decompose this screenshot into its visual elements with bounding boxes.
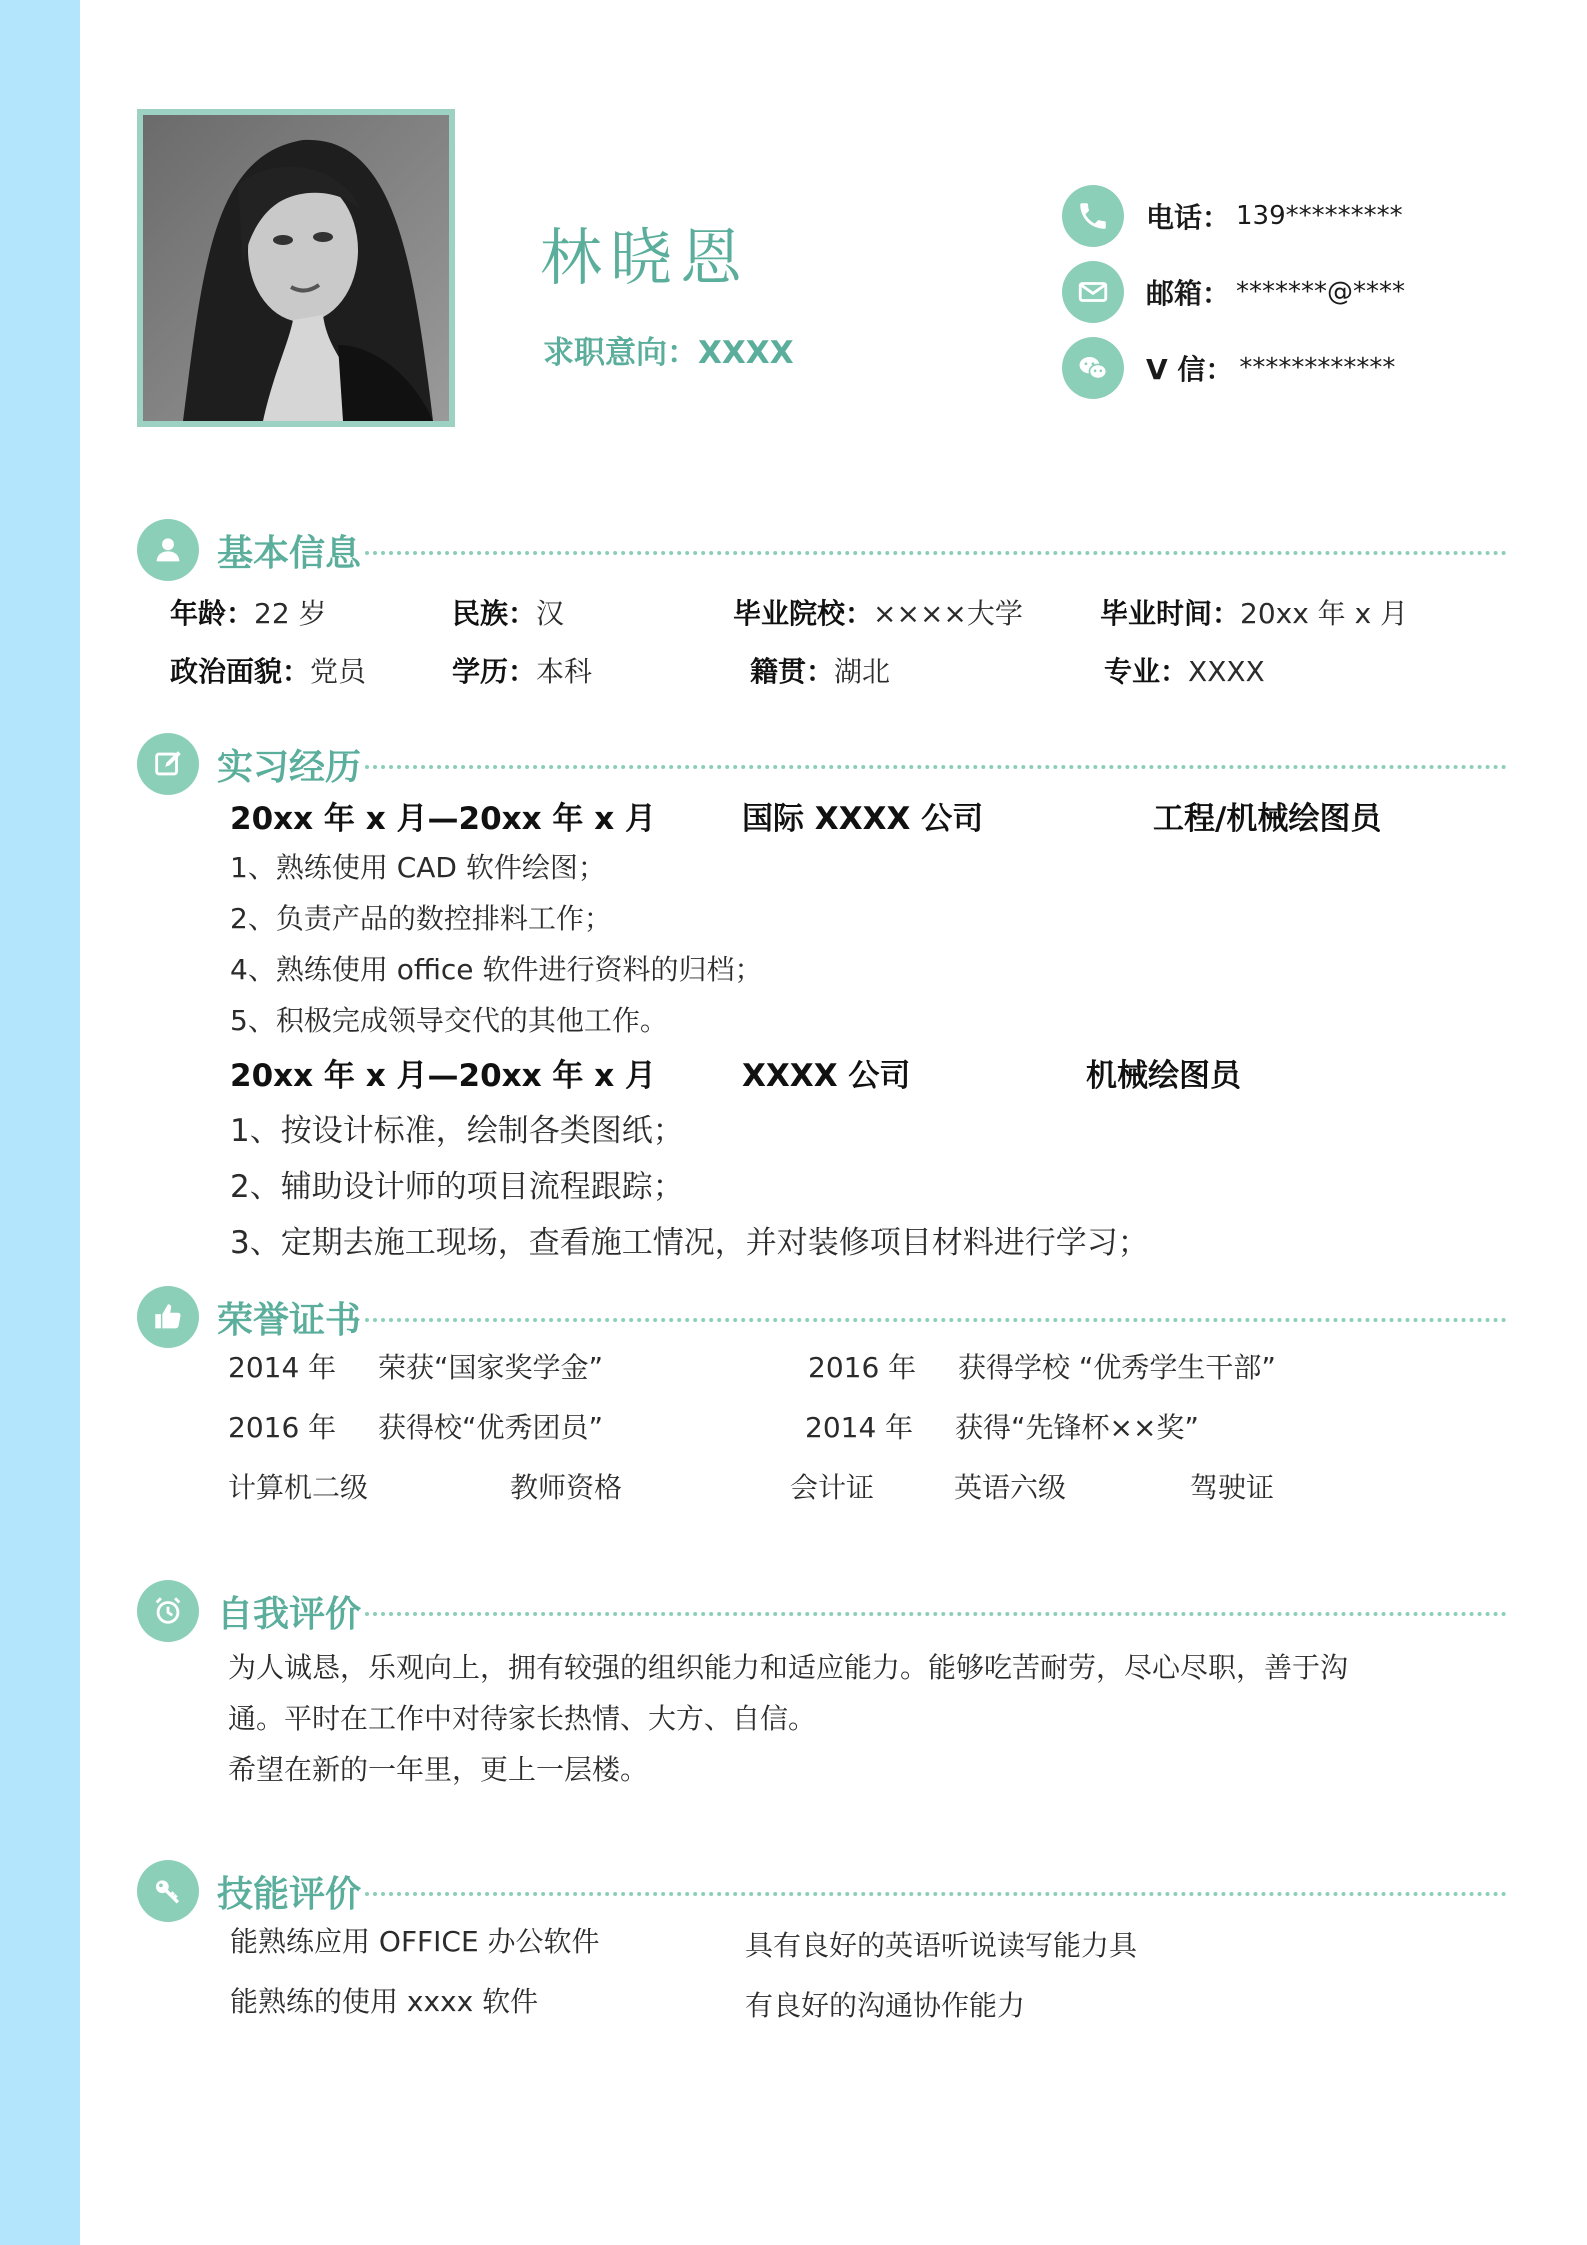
wechat-value: ************ <box>1239 353 1396 383</box>
phone-icon <box>1062 185 1124 247</box>
job-duty: 1、熟练使用 CAD 软件绘图； <box>230 851 606 884</box>
job-period: 20xx 年 x 月—20xx 年 x 月 <box>230 801 657 837</box>
info-grad-time: 毕业时间：20xx 年 x 月 <box>1100 597 1409 630</box>
award-text: 获得校“优秀团员” <box>378 1411 604 1444</box>
award-year: 2014 年 <box>228 1351 337 1384</box>
job-role: 工程/机械绘图员 <box>1153 801 1382 837</box>
job-duty: 3、定期去施工现场，查看施工情况，并对装修项目材料进行学习； <box>230 1225 1149 1261</box>
self-eval-line: 希望在新的一年里，更上一层楼。 <box>228 1753 649 1786</box>
section-title: 自我评价 <box>217 1593 362 1635</box>
award-text: 获得学校 “优秀学生干部” <box>958 1351 1276 1384</box>
job-role: 机械绘图员 <box>1086 1058 1241 1094</box>
wechat-label: V 信： <box>1146 353 1234 386</box>
dotted-divider <box>365 1892 1507 1896</box>
job-intention: 求职意向：XXXX <box>543 335 794 371</box>
section-basic-info <box>137 517 1507 583</box>
job-duty: 4、熟练使用 office 软件进行资料的归档； <box>230 953 763 986</box>
section-internship <box>137 731 1507 797</box>
award-year: 2014 年 <box>805 1411 914 1444</box>
certificate: 英语六级 <box>954 1471 1067 1504</box>
award-text: 荣获“国家奖学金” <box>378 1351 604 1384</box>
award-text: 获得“先锋杯××奖” <box>955 1411 1199 1444</box>
job-duty: 2、辅助设计师的项目流程跟踪； <box>230 1169 684 1205</box>
self-eval-line: 为人诚恳，乐观向上，拥有较强的组织能力和适应能力。能够吃苦耐劳，尽心尽职，善于沟 <box>228 1651 1349 1684</box>
alarm-clock-icon <box>137 1580 199 1642</box>
contact-phone <box>1062 182 1403 250</box>
skill-item: 能熟练的使用 xxxx 软件 <box>230 1985 539 2018</box>
certificate: 会计证 <box>790 1471 875 1504</box>
job-company: 国际 XXXX 公司 <box>742 801 984 837</box>
dotted-divider <box>365 1318 1507 1322</box>
job-duty: 2、负责产品的数控排料工作； <box>230 902 612 935</box>
dotted-divider <box>365 1612 1507 1616</box>
info-education: 学历：本科 <box>452 655 593 688</box>
section-honors <box>137 1284 1507 1350</box>
info-politics: 政治面貌：党员 <box>170 655 367 688</box>
phone-label: 电话： <box>1146 201 1231 234</box>
job-company: XXXX 公司 <box>742 1058 911 1094</box>
thumbs-up-icon <box>137 1286 199 1348</box>
section-title: 荣誉证书 <box>217 1299 362 1341</box>
certificate: 驾驶证 <box>1190 1471 1275 1504</box>
self-eval-line: 通。平时在工作中对待家长热情、大方、自信。 <box>228 1702 817 1735</box>
award-year: 2016 年 <box>808 1351 917 1384</box>
side-bar <box>0 0 80 2245</box>
certificate: 教师资格 <box>510 1471 623 1504</box>
job-period: 20xx 年 x 月—20xx 年 x 月 <box>230 1058 657 1094</box>
section-title: 技能评价 <box>217 1873 362 1915</box>
email-value: *******@**** <box>1236 277 1406 307</box>
email-label: 邮箱： <box>1146 277 1231 310</box>
award-year: 2016 年 <box>228 1411 337 1444</box>
edit-icon <box>137 733 199 795</box>
info-major: 专业：XXXX <box>1104 655 1265 688</box>
skill-item: 具有良好的英语听说读写能力具 <box>745 1929 1138 1962</box>
info-ethnicity: 民族：汉 <box>452 597 565 630</box>
info-hometown: 籍贯：湖北 <box>750 655 891 688</box>
portrait-image <box>143 115 449 421</box>
certificate: 计算机二级 <box>228 1471 369 1504</box>
candidate-name: 林晓恩 <box>540 221 751 294</box>
mail-icon <box>1062 261 1124 323</box>
contact-email <box>1062 258 1405 326</box>
profile-photo <box>137 109 455 427</box>
section-self-eval <box>137 1578 1507 1644</box>
wechat-icon <box>1062 337 1124 399</box>
info-age: 年龄：22 岁 <box>170 597 327 630</box>
info-school: 毕业院校：××××大学 <box>733 597 1023 630</box>
dotted-divider <box>365 551 1507 555</box>
key-icon <box>137 1860 199 1922</box>
skill-item: 能熟练应用 OFFICE 办公软件 <box>230 1925 600 1958</box>
contact-wechat <box>1062 334 1395 402</box>
job-duty: 1、按设计标准，绘制各类图纸； <box>230 1113 684 1149</box>
skill-item: 有良好的沟通协作能力 <box>745 1989 1026 2022</box>
section-title: 基本信息 <box>217 532 362 574</box>
section-title: 实习经历 <box>217 746 362 788</box>
job-duty: 5、积极完成领导交代的其他工作。 <box>230 1004 668 1037</box>
dotted-divider <box>365 765 1507 769</box>
user-icon <box>137 519 199 581</box>
section-skills <box>137 1858 1507 1924</box>
phone-value: 139********* <box>1236 201 1403 231</box>
